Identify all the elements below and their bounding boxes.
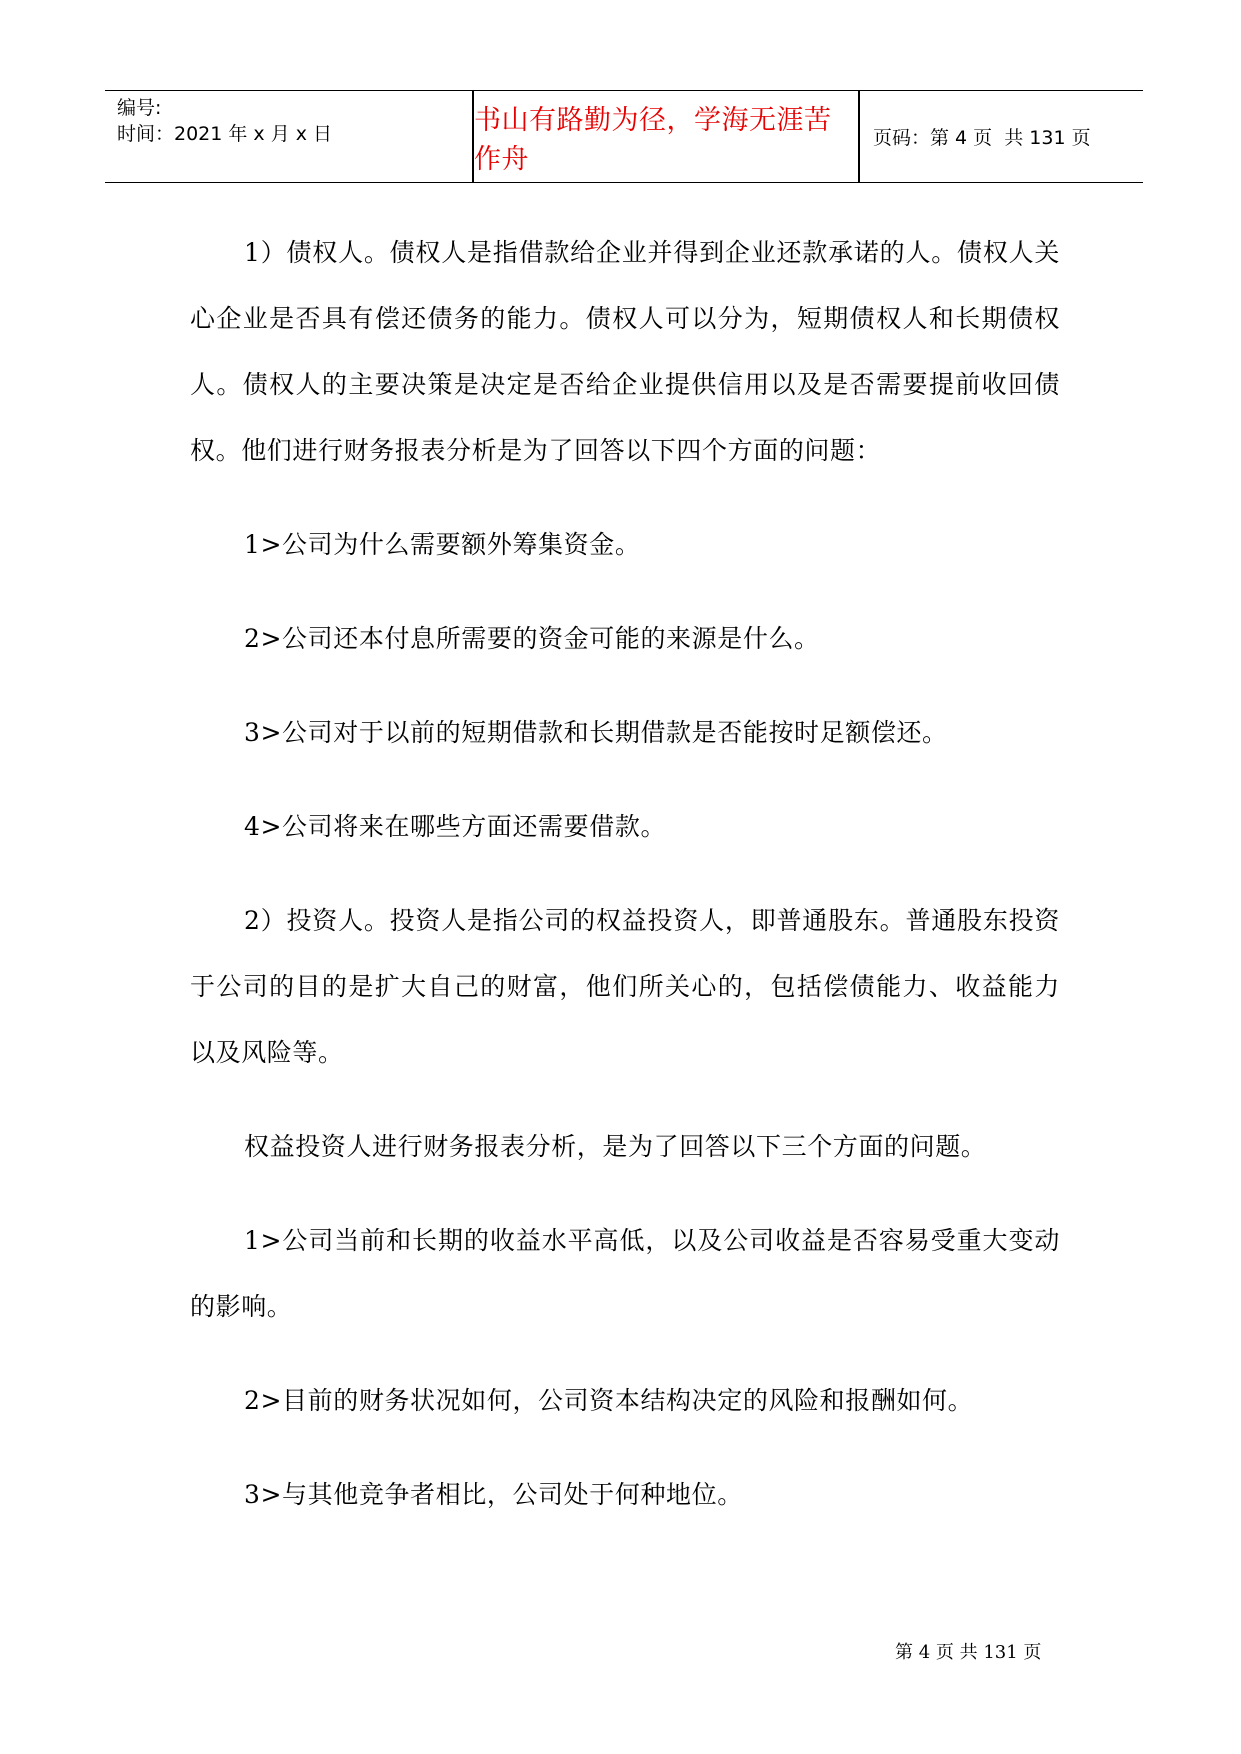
list-item: 4>公司将来在哪些方面还需要借款。 bbox=[244, 812, 667, 841]
header-meta bbox=[117, 91, 472, 182]
header-number-label: 编号: bbox=[117, 97, 162, 119]
list-item: 2>公司还本付息所需要的资金可能的来源是什么。 bbox=[244, 624, 820, 653]
header-divider bbox=[858, 91, 860, 182]
list-item: 3>与其他竞争者相比，公司处于何种地位。 bbox=[244, 1480, 743, 1509]
header-motto: 书山有路勤为径，学海无涯苦作舟 bbox=[474, 104, 832, 175]
paragraph-equity-intro: 权益投资人进行财务报表分析，是为了回答以下三个方面的问题。 bbox=[244, 1132, 987, 1161]
paragraph-investors: 2）投资人。投资人是指公司的权益投资人，即普通股东。普通股东投资于公司的目的是扩大自己的财富，他们所关心的，包括偿债能力、收益能力以及风险等。 bbox=[190, 906, 1060, 1067]
paragraph-creditors: 1）债权人。债权人是指借款给企业并得到企业还款承诺的人。债权人关心企业是否具有偿还债务的能力。债权人可以分为，短期债权人和长期债权人。债权人的主要决策是决定是否给企业提供信用以及是否需要提前收回债权。他们进行财务报表分析是为了回答以下四个方面的问题： bbox=[190, 238, 1060, 465]
page-footer: 第 4 页 共 131 页 bbox=[895, 1642, 1042, 1663]
header-page-label: 页码：第 4 页 共 131 页 bbox=[873, 127, 1091, 149]
list-item: 1>公司当前和长期的收益水平高低，以及公司收益是否容易受重大变动的影响。 bbox=[190, 1226, 1060, 1321]
list-item: 1>公司为什么需要额外筹集资金。 bbox=[244, 530, 641, 559]
document-body bbox=[190, 220, 1060, 1556]
list-item: 2>目前的财务状况如何，公司资本结构决定的风险和报酬如何。 bbox=[244, 1386, 974, 1415]
page-header bbox=[105, 90, 1143, 183]
list-item: 3>公司对于以前的短期借款和长期借款是否能按时足额偿还。 bbox=[244, 718, 948, 747]
header-time-label: 时间：2021 年 x 月 x 日 bbox=[117, 123, 333, 145]
